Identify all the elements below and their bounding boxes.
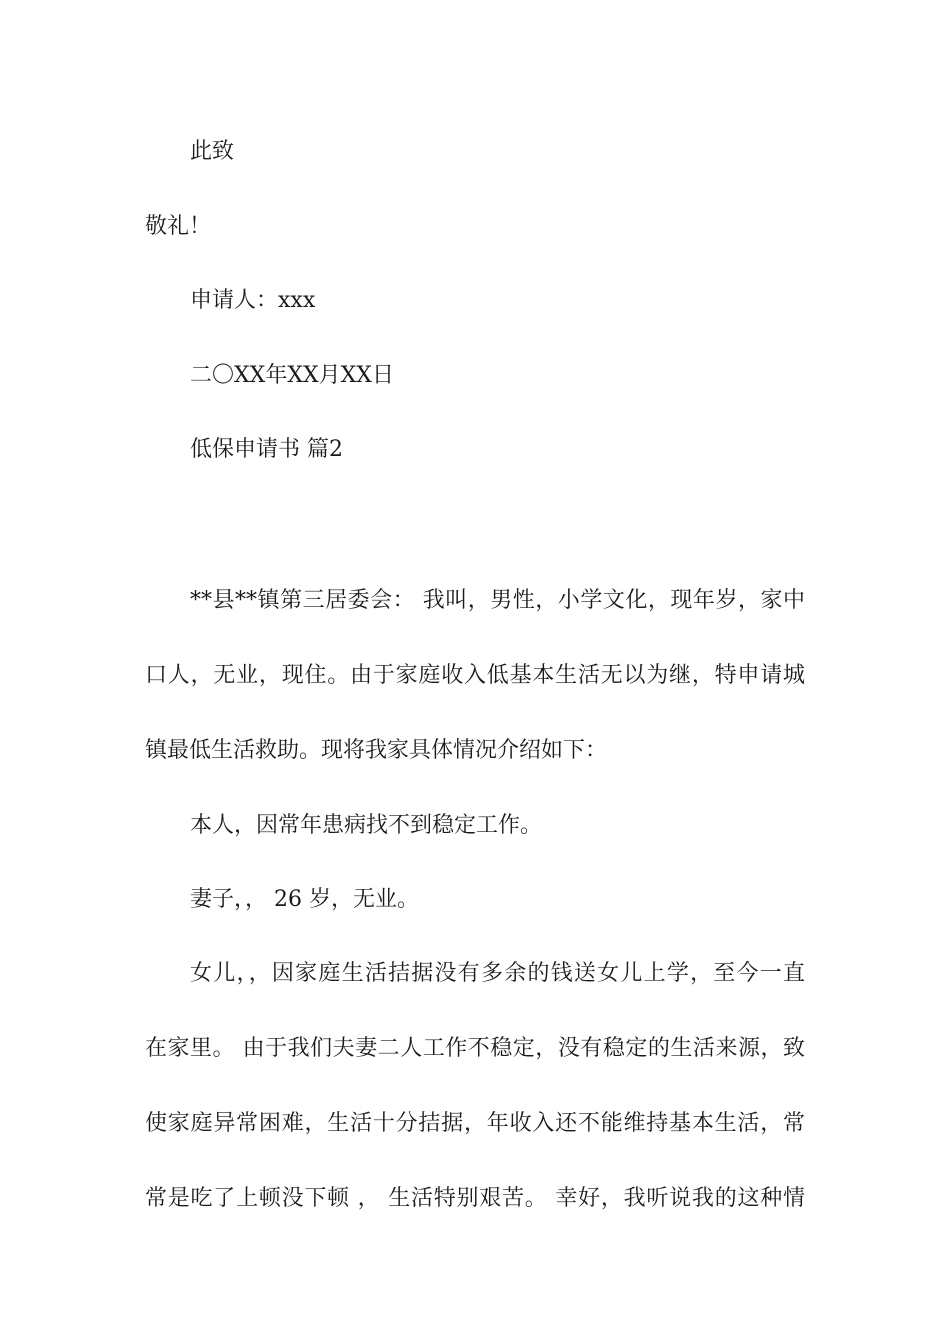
body-paragraph-1-line-1: **县**镇第三居委会： 我叫，男性，小学文化，现年岁，家中 (190, 588, 805, 613)
date-line: 二〇XX年XX月XX日 (190, 363, 394, 388)
closing-salutation-2: 敬礼！ (145, 214, 212, 239)
body-paragraph-4-line-4: 常是吃了上顿没下顿 ， 生活特别艰苦。 幸好，我听说我的这种情 (145, 1186, 805, 1211)
closing-salutation-1: 此致 (190, 139, 235, 164)
applicant-line: 申请人：xxx (190, 288, 316, 313)
body-paragraph-1-line-2: 口人，无业，现住。由于家庭收入低基本生活无以为继，特申请城 (145, 663, 805, 688)
body-paragraph-1-line-3: 镇最低生活救助。现将我家具体情况介绍如下： (145, 738, 608, 763)
body-paragraph-4-line-2: 在家里。 由于我们夫妻二人工作不稳定，没有稳定的生活来源，致 (145, 1036, 805, 1061)
body-paragraph-2: 本人，因常年患病找不到稳定工作。 (190, 813, 543, 838)
body-paragraph-4-line-1: 女儿，，因家庭生活拮据没有多余的钱送女儿上学，至今一直 (190, 961, 805, 986)
section-heading: 低保申请书 篇2 (190, 437, 343, 462)
body-paragraph-4-line-3: 使家庭异常困难，生活十分拮据，年收入还不能维持基本生活，常 (145, 1111, 805, 1136)
body-paragraph-3: 妻子，， 26 岁，无业。 (190, 887, 419, 912)
